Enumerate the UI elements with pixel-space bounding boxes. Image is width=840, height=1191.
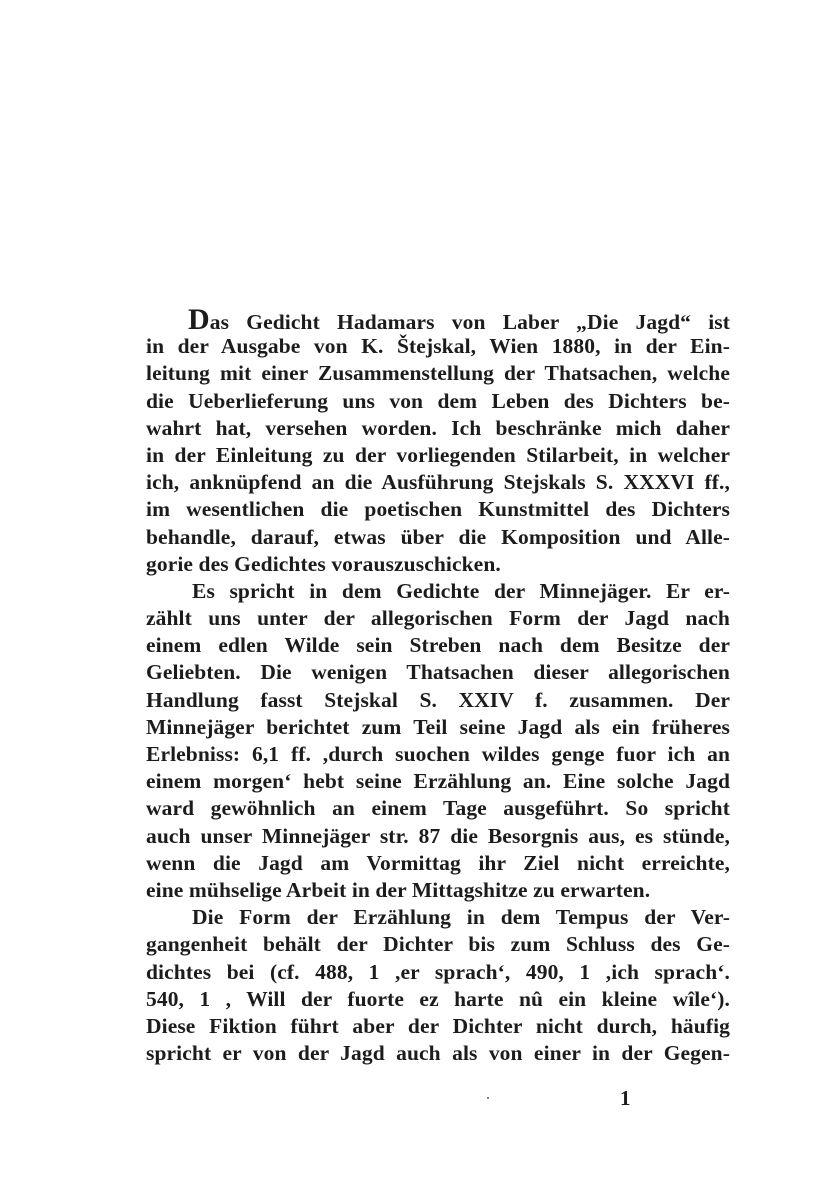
- text-line: die Ueberlieferung uns von dem Leben des Dichters be-: [146, 388, 730, 413]
- paragraph-1: [146, 303, 730, 578]
- text-line: ich, anknüpfend an die Ausführung Stejskals S. XXXVI ff.,: [146, 470, 730, 495]
- text-line: in der Ausgabe von K. Štejskal, Wien 1880, in der Ein-: [146, 334, 730, 359]
- text-line: auch unser Minnejäger str. 87 die Besorgnis aus, es stünde,: [146, 823, 730, 848]
- text-line: behandle, darauf, etwas über die Komposition und Alle-: [146, 524, 730, 549]
- text-line: leitung mit einer Zusammenstellung der Thatsachen, welche: [146, 361, 730, 386]
- text-line: in der Einleitung zu der vorliegenden Stilarbeit, in welcher: [146, 442, 730, 467]
- paragraph-3: [146, 904, 730, 1067]
- text-line: wenn die Jagd am Vormittag ihr Ziel nicht erreichte,: [146, 850, 730, 875]
- text-line: Minnejäger berichtet zum Teil seine Jagd als ein früheres: [146, 714, 730, 739]
- text-line: eine mühselige Arbeit in der Mittagshitze zu erwarten.: [146, 877, 651, 902]
- paragraph-2: [146, 578, 730, 904]
- text-line: im wesentlichen die poetischen Kunstmittel des Dichters: [146, 497, 730, 522]
- text-line: wahrt hat, versehen worden. Ich beschränke mich daher: [146, 415, 730, 440]
- text-line: einem morgen‘ hebt seine Erzählung an. Eine solche Jagd: [146, 769, 730, 794]
- text-line: Geliebten. Die wenigen Thatsachen dieser allegorischen: [146, 660, 730, 685]
- text-line: Die Form der Erzählung in dem Tempus der Ver-: [192, 905, 730, 930]
- body-text: [146, 303, 730, 1067]
- text-line: ward gewöhnlich an einem Tage ausgeführt. So spricht: [146, 796, 730, 821]
- drop-cap: D: [188, 303, 210, 336]
- text-line: Diese Fiktion führt aber der Dichter nicht durch, häufig: [146, 1013, 730, 1038]
- text-line: Erlebniss: 6,1 ff. ,durch suochen wildes genge fuor ich an: [146, 742, 730, 766]
- text-line: Handlung fasst Stejskal S. XXIV f. zusammen. Der: [146, 687, 730, 712]
- text-line: Das Gedicht Hadamars von Laber „Die Jagd“ ist: [188, 303, 730, 336]
- text-line: 540, 1 , Will der fuorte ez harte nû ein kleine wîle‘).: [146, 986, 730, 1011]
- text-line: dichtes bei (cf. 488, 1 ,er sprach‘, 490, 1 ,ich sprach‘.: [146, 959, 730, 984]
- text-line: spricht er von der Jagd auch als von einer in der Gegen-: [146, 1041, 730, 1066]
- page-number: 1: [620, 1086, 631, 1110]
- text-line: einem edlen Wilde sein Streben nach dem Besitze der: [146, 633, 730, 658]
- text-line: gangenheit behält der Dichter bis zum Schluss des Ge-: [146, 932, 730, 957]
- print-speck: [487, 1097, 489, 1099]
- text-line: Es spricht in dem Gedichte der Minnejäger. Er er-: [192, 578, 730, 603]
- text-line: gorie des Gedichtes vorauszuschicken.: [146, 551, 501, 576]
- text-line: zählt uns unter der allegorischen Form der Jagd nach: [146, 606, 730, 631]
